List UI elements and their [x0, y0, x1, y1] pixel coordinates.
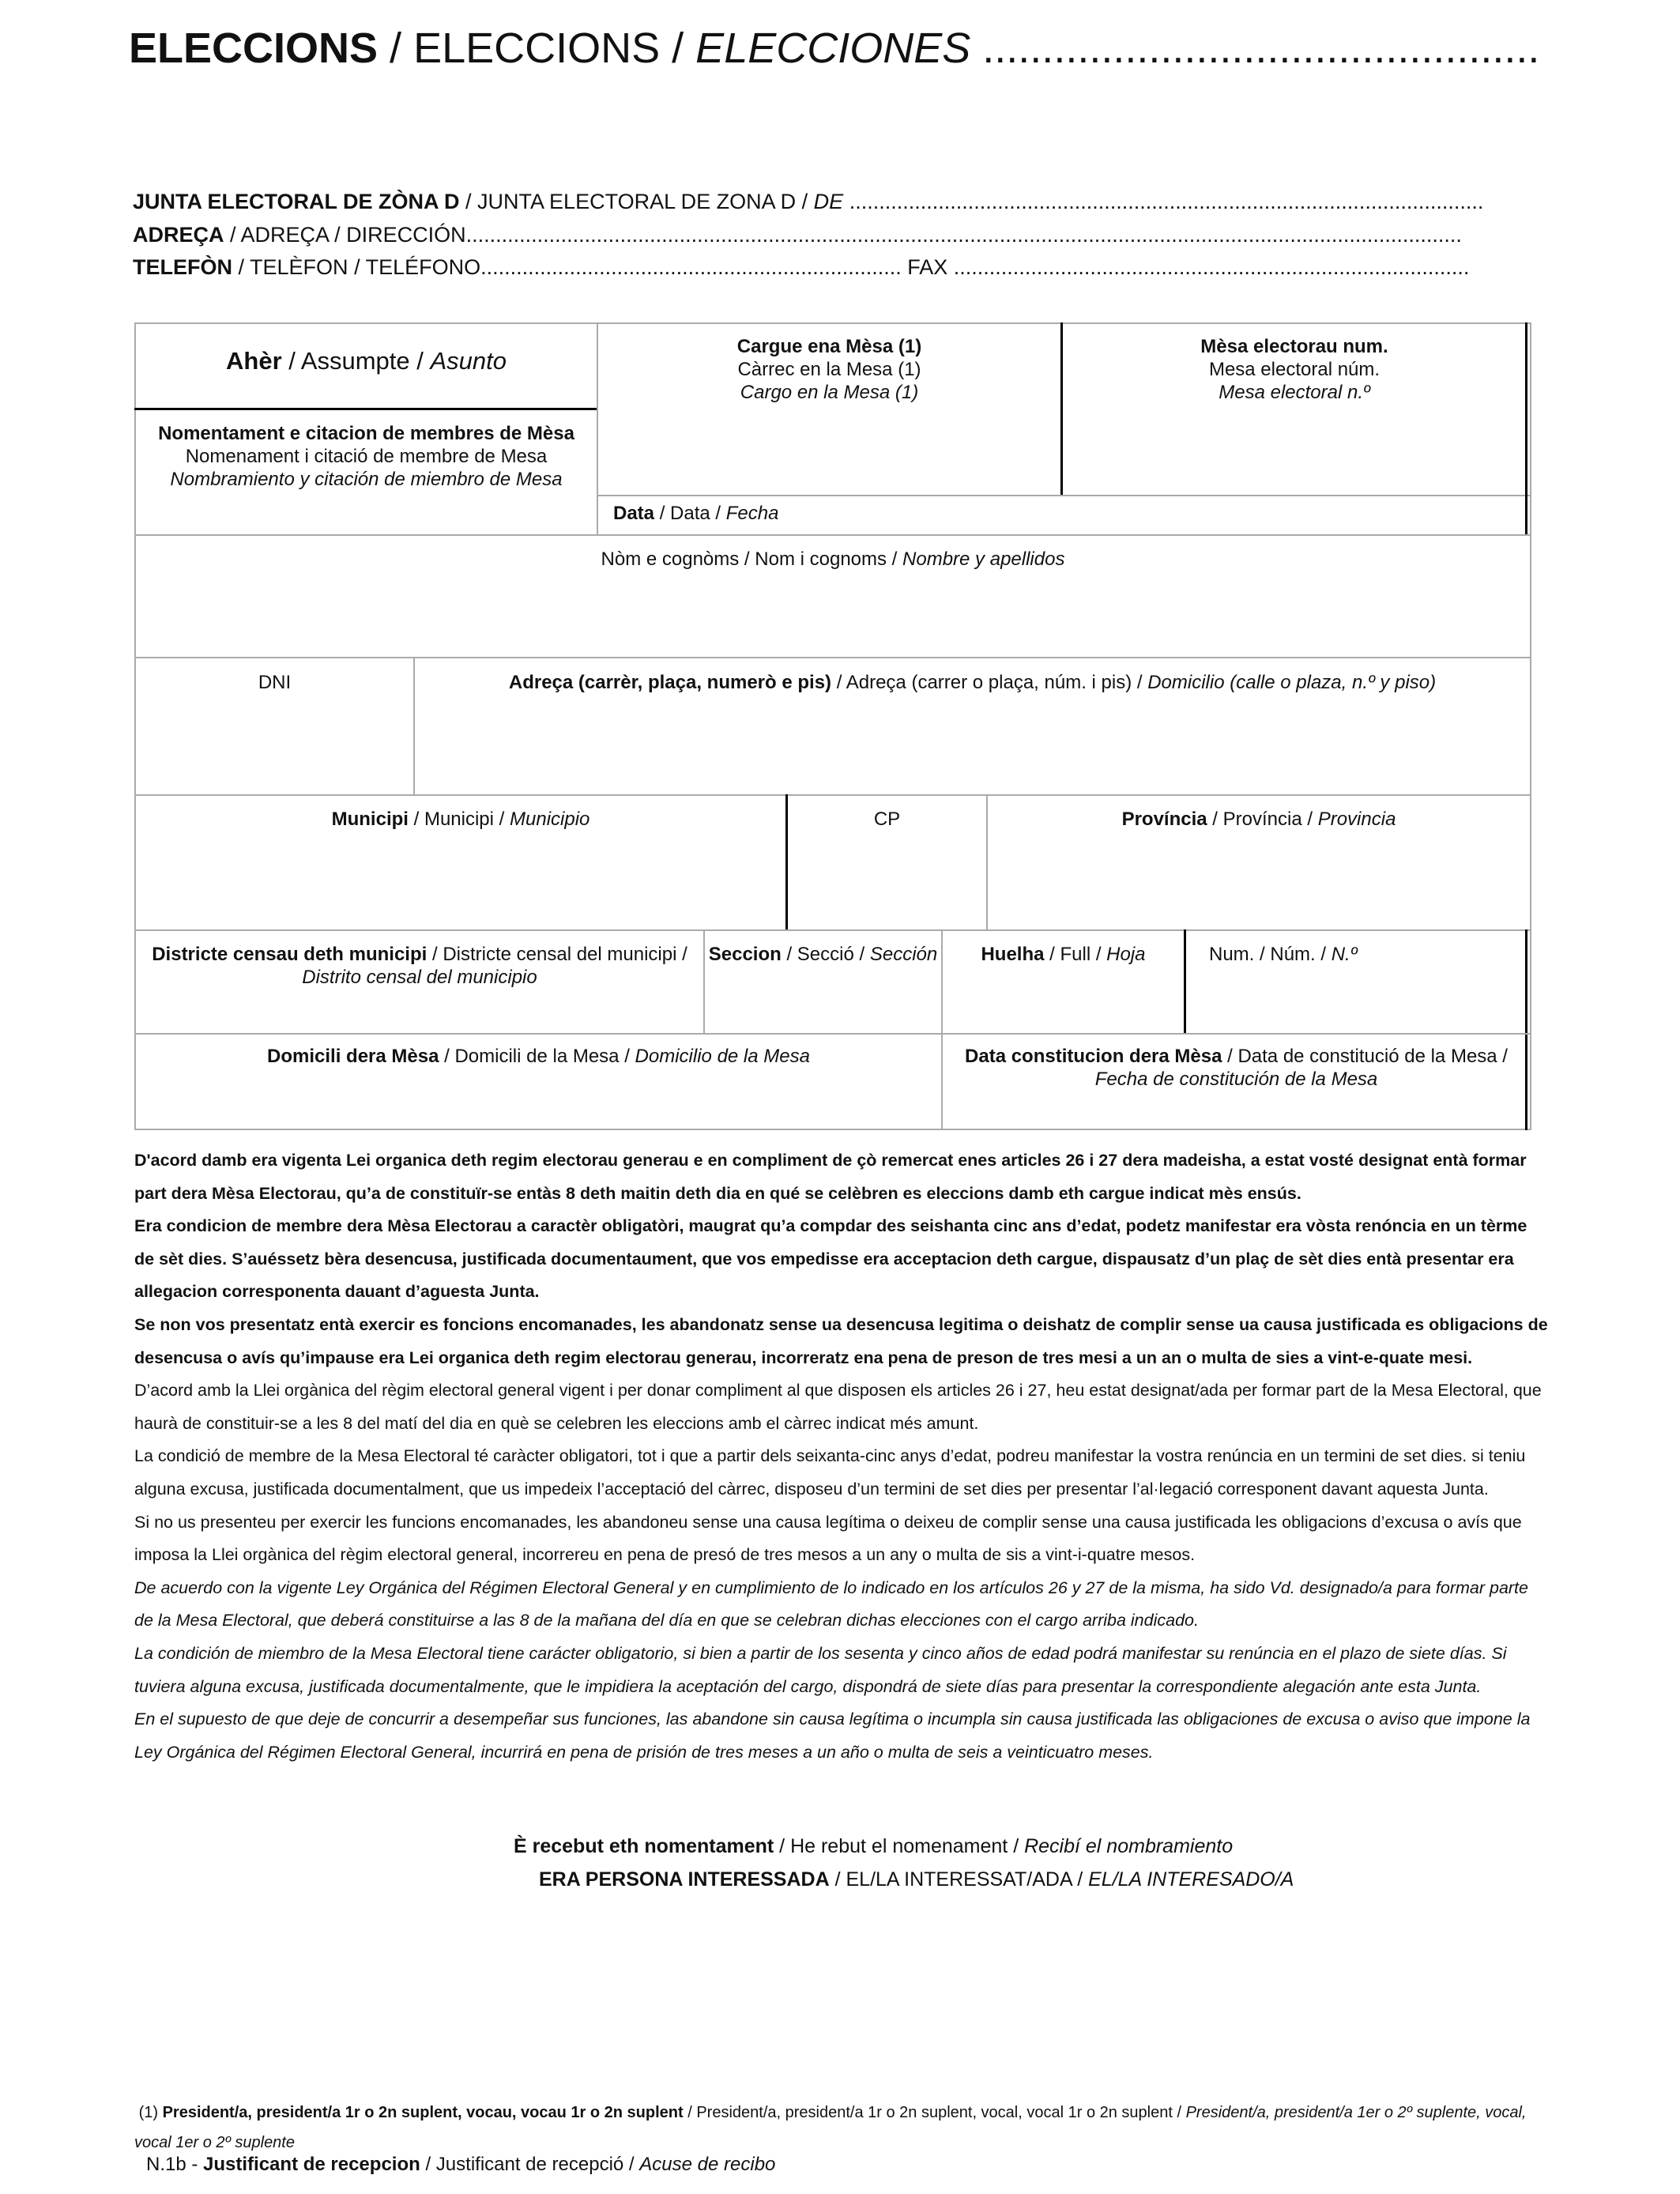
- table-address-field-label: Domicili dera Mèsa / Domicili de la Mesa / Domicilio de la Mesa: [267, 1046, 810, 1067]
- junta-electoral-line: JUNTA ELECTORAL DE ZÒNA D / JUNTA ELECTORAL DE ZONA D / DE ...........................................................................................................: [133, 190, 1484, 213]
- address-field-label: Adreça (carrèr, plaça, numerò e pis) / Adreça (carrer o plaça, núm. i pis) / Domicilio (calle o plaza, n.º y piso): [508, 672, 1437, 693]
- notice-paragraph: Si no us presenteu per exercir les funcions encomanades, les abandoneu sense una causa legítima o deixeu de complir sense una causa justificada les obligacions d’excusa o avís que imposa la Llei orgànica del règim electoral general, incorrereu en pena de presó de tres mesos a un any o multa de sis a vint-i-quatre mesos.: [134, 1512, 1522, 1565]
- notice-paragraph: La condición de miembro de la Mesa Electoral tiene carácter obligatorio, si bien a partir de los sesenta y cinco años de edad podrá manifestar su renúncia en el plazo de siete días. Si tuviera alguna excusa, justificada documentalmente, que le impidiera la aceptación del cargo, dispondrá de siete días para presentar la correspondiente alegación ante esta Junta.: [134, 1643, 1507, 1696]
- notice-paragraph: Se non vos presentatz entà exercir es foncions encomanades, les abandonatz sense ua desencusa legitima o deishatz de complir sense ua causa justificada es obligacions de desencusa o avís qu’impause era Lei organica deth regim electorau generau, incorreratz ena pena de preson de tres mesi a un an o multa de sies a vint-e-quate mesi.: [134, 1314, 1548, 1367]
- sheet-field-label: Huelha / Full / Hoja: [981, 944, 1146, 965]
- table-number-field-label: Mèsa electorau num. Mesa electoral núm. Mesa electoral n.º: [1200, 336, 1388, 403]
- notice-paragraph: D'acord damb era vigenta Lei organica deth regim electorau generau e en compliment de çò remercat enes articles 26 i 27 dera madeisha, a estat vosté designat entà formar part dera Mèsa Electorau, qu’a de constituïr-se entàs 8 deth maitin deth dia en qué se celèbren es eleccions damb eth cargue indicat mès ensús.: [134, 1151, 1527, 1203]
- subject-value: Nomentament e citacion de membres de Mèsa Nomenament i citació de membre de Mesa Nombramiento y citación de miembro de Mesa: [158, 423, 574, 490]
- notice-paragraph: Era condicion de membre dera Mèsa Electorau a caractèr obligatòri, maugrat qu’a compdar des seishanta cinc ans d’edat, podetz manifestar era vòsta renóncia en un tèrme de sèt dies. S’auéssetz bèra desencusa, justificada documentaument, que vos empedisse era acceptacion deth cargue, dispausatz d’un plaç de sèt dies entà presentar era allegacion corresponenta dauant d’aguesta Junta.: [134, 1216, 1527, 1302]
- legal-notice: [134, 1144, 1549, 1769]
- receipt-statement: È recebut eth nomentament / He rebut el nomenament / Recibí el nombramiento: [514, 1835, 1234, 1857]
- number-field-label: Num. / Núm. / N.º: [1209, 944, 1358, 965]
- notice-paragraph: La condició de membre de la Mesa Electoral té caràcter obligatori, tot i que a partir dels seixanta-cinc anys d’edat, podreu manifestar la vostra renúncia en un termini de set dies. si teniu alguna excusa, justificada documentalment, que us impedeix l’acceptació del càrrec, disposeu d’un termini de set dies per presentar l’al·legació corresponent davant aquesta Junta.: [134, 1446, 1526, 1498]
- municipality-field-label: Municipi / Municipi / Municipio: [331, 809, 590, 830]
- subject-label: Ahèr / Assumpte / Asunto: [226, 347, 507, 375]
- notice-paragraph: En el supuesto de que deje de concurrir a desempeñar sus funciones, las abandone sin causa legítima o incumpla sin causa justificada las obligaciones de excusa o aviso que impone la Ley Orgánica del Régimen Electoral General, incurrirá en pena de prisión de tres meses a un año o multa de seis a veinticuatro meses.: [134, 1710, 1531, 1762]
- date-field-label: Data / Data / Fecha: [613, 503, 779, 524]
- name-field-label: Nòm e cognòms / Nom i cognoms / Nombre y apellidos: [601, 548, 1065, 570]
- constitution-date-field-label: Data constitucion dera Mèsa / Data de constitució de la Mesa / Fecha de constitución de la Mesa: [965, 1046, 1508, 1090]
- address-line: ADREÇA / ADREÇA / DIRECCIÓN........................................................................................................................................................................: [133, 223, 1462, 247]
- phone-line: TELEFÒN / TELÈFON / TELÉFONO....................................................................... FAX .......................................................................................: [133, 255, 1470, 279]
- page-title: ELECCIONS / ELECCIONS / ELECCIONES ...............................................: [129, 25, 1540, 72]
- dni-field-label: DNI: [258, 672, 292, 693]
- province-field-label: Província / Província / Provincia: [1121, 809, 1396, 830]
- position-field-label: Cargue ena Mèsa (1) Càrrec en la Mesa (1) Cargo en la Mesa (1): [736, 336, 922, 403]
- notice-paragraph: D’acord amb la Llei orgànica del règim electoral general vigent i per donar compliment al que disposen els articles 26 i 27, heu estat designat/ada per formar part de la Mesa Electoral, que haurà de constituir-se a les 8 del matí del dia en què se celebren les eleccions amb el càrrec indicat més amunt.: [134, 1381, 1542, 1433]
- footnote: (1) President/a, president/a 1r o 2n suplent, vocau, vocau 1r o 2n suplent / President/a, president/a 1r o 2n suplent, vocal, vocal 1r o 2n suplent / President/a, president/a 1er o 2º suplente, vocal, vocal 1er o 2º suplente: [134, 2104, 1527, 2151]
- section-field-label: Seccion / Secció / Sección: [708, 944, 938, 965]
- signature-label: ERA PERSONA INTERESSADA / EL/LA INTERESSAT/ADA / EL/LA INTERESADO/A: [539, 1868, 1294, 1891]
- form-code: N.1b - Justificant de recepcion / Justificant de recepció / Acuse de recibo: [146, 2154, 776, 2175]
- census-district-field-label: Districte censau deth municipi / Districte censal del municipi / Distrito censal del municipio: [152, 944, 687, 988]
- postal-code-field-label: CP: [873, 809, 901, 830]
- notice-paragraph: De acuerdo con la vigente Ley Orgánica del Régimen Electoral General y en cumplimiento de lo indicado en los artículos 26 y 27 de la misma, ha sido Vd. designado/a para formar parte de la Mesa Electoral, que deberá constituirse a las 8 de la mañana del día en que se celebran dichas elecciones con el cargo arriba indicado.: [134, 1578, 1528, 1630]
